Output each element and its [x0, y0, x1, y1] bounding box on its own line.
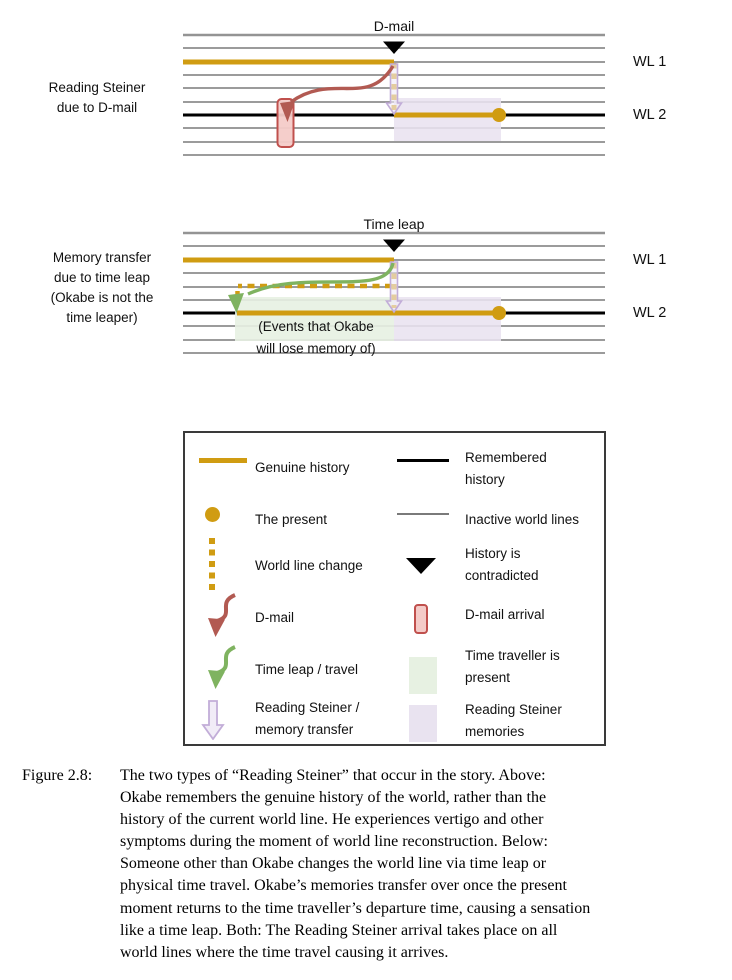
legend-box [183, 431, 606, 746]
time-traveller-present-icon [409, 657, 437, 694]
caption-line: world lines where the time travel causing it arrives. [120, 943, 449, 961]
present-dot-icon [205, 507, 220, 522]
events-note-line1: (Events that Okabe [258, 319, 374, 334]
bottom-event-label: Time leap [363, 216, 425, 232]
reading-steiner-arrow-icon [201, 700, 225, 740]
legend-label-reading-steiner-memories: Reading Steiner memories [465, 702, 562, 739]
top-side-label-line1: Reading Steiner [48, 80, 146, 95]
present-dot [492, 108, 506, 122]
bottom-side-label-line3: (Okabe is not the [50, 290, 154, 305]
top-side-label-line2: due to D-mail [56, 100, 138, 115]
reading-steiner-memories-region [394, 297, 501, 341]
genuine-history-line-icon [199, 458, 247, 463]
legend-label-the-present: The present [255, 512, 328, 527]
top-diagram [49, 18, 667, 155]
caption-line: symptoms during the moment of world line reconstruction. Below: [120, 833, 548, 851]
dmail-arrow-icon [202, 591, 238, 641]
legend-label-reading-steiner: Reading Steiner / memory transfer [255, 700, 360, 737]
top-event-label: D-mail [373, 18, 415, 34]
legend-label-dmail-arrival: D-mail arrival [465, 607, 545, 622]
bottom-side-label-line1: Memory transfer [52, 250, 152, 265]
present-dot [492, 306, 506, 320]
legend-label-time-traveller-present: Time traveller is present [465, 648, 560, 685]
caption-line: physical time travel. Okabe’s memories transfer over once the present [120, 877, 567, 895]
figure-caption [22, 765, 728, 964]
caption-line: like a time leap. Both: The Reading Steiner arrival takes place on all [120, 921, 558, 939]
dmail-arrow-curve [291, 66, 393, 102]
figure-number-label: Figure 2.8: [22, 767, 93, 784]
top-wl1-label: WL 1 [633, 54, 667, 70]
time-leap-arrow-curve [248, 263, 393, 294]
legend-label-genuine-history: Genuine history [255, 460, 350, 475]
reading-steiner-memories-region [394, 98, 501, 141]
bottom-side-label-line2: due to time leap [53, 270, 151, 285]
bottom-diagram [51, 216, 667, 356]
legend-label-remembered-history: Remembered history [465, 450, 547, 487]
legend-label-dmail: D-mail [255, 610, 294, 625]
caption-line: Figure 2.8: The two types of “Reading Steiner” that occur in the story. Above: [22, 765, 728, 787]
worldline-diagrams [0, 0, 732, 430]
time-leap-arrow-icon [202, 643, 238, 693]
remembered-history-line-icon [397, 459, 449, 462]
dmail-arrival-icon [414, 604, 428, 634]
reading-steiner-memories-icon [409, 705, 437, 742]
caption-line: moment returns to the time traveller’s departure time, causing a sensation [120, 899, 591, 917]
legend-label-history-contradicted: History is contradicted [465, 546, 539, 583]
caption-line: Someone other than Okabe changes the world line via time leap or [120, 855, 547, 873]
caption-line: history of the current world line. He experiences vertigo and other [120, 811, 544, 829]
bottom-side-label-line4: time leaper) [66, 310, 138, 325]
inactive-world-line-icon [397, 513, 449, 515]
history-contradicted-icon [406, 558, 436, 574]
events-note-line2: will lose memory of) [256, 341, 376, 356]
legend-label-time-leap: Time leap / travel [255, 662, 359, 677]
caption-line: Okabe remembers the genuine history of the world, rather than the [120, 789, 547, 807]
top-wl2-label: WL 2 [633, 107, 667, 123]
world-line-change-icon [209, 538, 215, 590]
bottom-wl1-label: WL 1 [633, 252, 667, 268]
legend-label-inactive-world-lines: Inactive world lines [465, 512, 580, 527]
legend-label-world-line-change: World line change [255, 558, 363, 573]
bottom-wl2-label: WL 2 [633, 305, 667, 321]
